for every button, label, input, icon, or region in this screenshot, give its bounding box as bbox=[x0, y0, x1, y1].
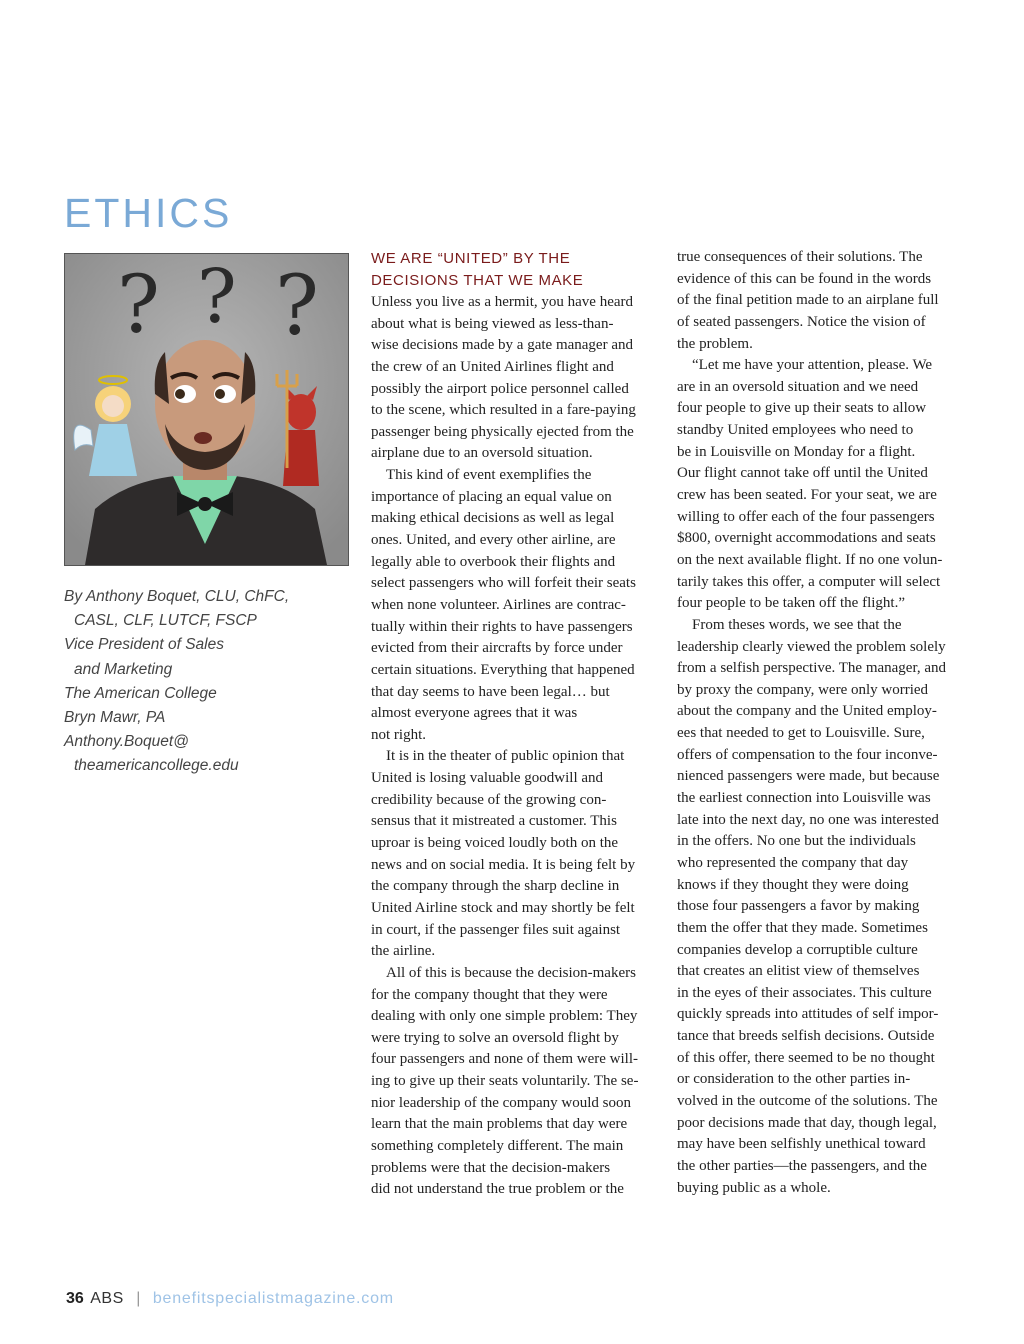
article-headline-line-1: WE ARE “UNITED” BY THE bbox=[371, 250, 571, 267]
article-text-line: to the scene, which resulted in a fare-paying bbox=[371, 402, 636, 419]
article-text-line: four people to give up their seats to allow bbox=[677, 400, 927, 417]
article-text-line: learn that the main problems that day were bbox=[371, 1116, 628, 1133]
author-byline bbox=[64, 585, 354, 779]
article-text-line: not right. bbox=[371, 726, 426, 743]
article-text-line: crew has been seated. For your seat, we are bbox=[677, 487, 937, 504]
article-column-1 bbox=[371, 247, 661, 1201]
article-text-line: or consideration to the other parties in- bbox=[677, 1071, 911, 1088]
question-mark-2: ? bbox=[197, 254, 237, 340]
article-text-line: the earliest connection into Louisville was bbox=[677, 790, 931, 807]
article-text-line: four passengers and none of them were will- bbox=[371, 1051, 638, 1068]
article-text-line: ing to give up their seats voluntarily. The se- bbox=[371, 1073, 639, 1090]
man-head bbox=[155, 340, 255, 468]
article-text-line: of this offer, there seemed to be no thought bbox=[677, 1049, 935, 1066]
article-text-line: the crew of an United Airlines flight and bbox=[371, 358, 614, 375]
article-text-line: about the company and the United employ- bbox=[677, 703, 937, 720]
article-text-line: are in an oversold situation and we need bbox=[677, 378, 919, 395]
article-text-line: companies develop a corruptible culture bbox=[677, 941, 918, 958]
article-text-line: dealing with only one simple problem: They bbox=[371, 1008, 638, 1025]
byline-line: theamericancollege.edu bbox=[74, 757, 239, 775]
article-text-line: from a selfish perspective. The manager, and bbox=[677, 660, 947, 677]
article-text-line: for the company thought that they were bbox=[371, 986, 608, 1003]
article-text-line: possibly the airport police personnel called bbox=[371, 380, 629, 397]
article-text-line: From theses words, we see that the bbox=[692, 616, 902, 633]
byline-line: Vice President of Sales bbox=[64, 636, 224, 654]
article-text-line: Unless you live as a hermit, you have heard bbox=[371, 294, 634, 310]
article-text-line: evicted from their aircrafts by force under bbox=[371, 640, 623, 657]
article-text-line: certain situations. Everything that happened bbox=[371, 661, 635, 678]
article-text-line: problems were that the decision-makers bbox=[371, 1159, 611, 1176]
article-text-line: quickly spreads into attitudes of self impor- bbox=[677, 1006, 939, 1023]
article-text-line: the airline. bbox=[371, 943, 436, 960]
section-title: ETHICS bbox=[64, 190, 233, 236]
article-text-line: did not understand the true problem or the bbox=[371, 1181, 624, 1198]
article-text-line: making ethical decisions as well as legal bbox=[371, 510, 615, 527]
article-text-line: when none volunteer. Airlines are contrac- bbox=[371, 596, 626, 613]
article-text-line: true consequences of their solutions. The bbox=[677, 249, 923, 265]
article-text-line: credibility because of the growing con- bbox=[371, 791, 607, 808]
article-text-line: on the next available flight. If no one volun- bbox=[677, 551, 943, 568]
article-text-line: of seated passengers. Notice the vision of bbox=[677, 313, 926, 330]
article-text-line: All of this is because the decision-makers bbox=[386, 964, 636, 981]
page-footer bbox=[66, 1290, 394, 1308]
article-text-line: may have been selfishly unethical toward bbox=[677, 1136, 926, 1153]
article-text-line: $800, overnight accommodations and seats bbox=[677, 530, 936, 547]
article-text-line: ees that needed to get to Louisville. Sure, bbox=[677, 725, 925, 742]
article-text-line: “Let me have your attention, please. We bbox=[692, 357, 933, 374]
devil-figure bbox=[286, 394, 316, 430]
magazine-name: ABS bbox=[90, 1290, 124, 1307]
article-text-line: the problem. bbox=[677, 335, 753, 352]
article-text-line: United Airline stock and may shortly be felt bbox=[371, 899, 635, 916]
page-number: 36 bbox=[66, 1290, 84, 1307]
question-mark-1: ? bbox=[117, 258, 160, 351]
article-text-line: the other parties—the passengers, and the bbox=[677, 1157, 927, 1174]
byline-line: and Marketing bbox=[74, 660, 173, 678]
article-text-line: by proxy the company, were only worried bbox=[677, 681, 929, 698]
article-text-line: almost everyone agrees that it was bbox=[371, 705, 578, 722]
article-text-line: in court, if the passenger files suit against bbox=[371, 921, 621, 938]
article-text-line: select passengers who will forfeit their seats bbox=[371, 575, 636, 592]
article-text-line: nior leadership of the company would soon bbox=[371, 1094, 631, 1111]
article-text-line: in the offers. No one but the individuals bbox=[677, 833, 916, 850]
article-text-line: were trying to solve an oversold flight by bbox=[371, 1029, 619, 1046]
article-text-line: volved in the outcome of the solutions. The bbox=[677, 1092, 938, 1109]
article-text-line: airplane due to an oversold situation. bbox=[371, 445, 593, 462]
article-text-line: tance that breeds selfish decisions. Outside bbox=[677, 1028, 935, 1045]
article-text-line: the company through the sharp decline in bbox=[371, 878, 620, 895]
article-headline-line-2: DECISIONS THAT WE MAKE bbox=[371, 272, 584, 289]
article-text-line: willing to offer each of the four passengers bbox=[677, 508, 935, 525]
article-column-2 bbox=[677, 247, 967, 1199]
article-text-line: news and on social media. It is being felt by bbox=[371, 856, 636, 873]
byline-line: CASL, CLF, LUTCF, FSCP bbox=[74, 612, 257, 630]
article-text-line: importance of placing an equal value on bbox=[371, 488, 612, 505]
article-text-line: late into the next day, no one was interested bbox=[677, 811, 939, 828]
article-text-line: about what is being viewed as less-than- bbox=[371, 315, 614, 332]
article-text-line: four people to be taken off the flight.” bbox=[677, 595, 905, 612]
article-text-line: of the final petition made to an airplane full bbox=[677, 292, 939, 309]
article-illustration bbox=[64, 253, 349, 566]
article-text-line: wise decisions made by a gate manager and bbox=[371, 337, 633, 354]
article-text-line: in the eyes of their associates. This culture bbox=[677, 984, 932, 1001]
article-text-line: who represented the company that day bbox=[677, 854, 909, 871]
article-text-line: that day seems to have been legal… but bbox=[371, 683, 610, 700]
article-text-line: legally able to overbook their flights and bbox=[371, 553, 616, 570]
article-text-line: Our flight cannot take off until the United bbox=[677, 465, 928, 482]
article-text-line: tarily takes this offer, a computer will select bbox=[677, 573, 941, 590]
article-text-line: United is losing valuable goodwill and bbox=[371, 770, 604, 787]
article-text-line: something completely different. The main bbox=[371, 1137, 624, 1154]
article-text-line: leadership clearly viewed the problem solely bbox=[677, 638, 946, 655]
question-mark-3: ? bbox=[275, 259, 319, 354]
byline-line: By Anthony Boquet, CLU, ChFC, bbox=[64, 588, 290, 605]
article-text-line: nienced passengers were made, but because bbox=[677, 768, 940, 785]
article-text-line: knows if they thought they were doing bbox=[677, 876, 909, 893]
article-text-line: ones. United, and every other airline, are bbox=[371, 532, 616, 549]
article-text-line: This kind of event exemplifies the bbox=[386, 467, 592, 484]
footer-separator: | bbox=[136, 1290, 141, 1307]
magazine-website: benefitspecialistmagazine.com bbox=[152, 1290, 394, 1307]
article-text-line: evidence of this can be found in the words bbox=[677, 270, 932, 287]
byline-line: Anthony.Boquet@ bbox=[64, 733, 189, 751]
illustration-graphic bbox=[65, 254, 348, 565]
byline-line: The American College bbox=[64, 684, 217, 702]
article-text-line: standby United employees who need to bbox=[677, 422, 914, 439]
article-text-line: poor decisions made that day, though legal, bbox=[677, 1114, 937, 1131]
article-text-line: them the offer that they made. Sometimes bbox=[677, 919, 928, 936]
article-text-line: buying public as a whole. bbox=[677, 1179, 831, 1196]
article-text-line: that creates an elitist view of themselves bbox=[677, 963, 920, 980]
article-text-line: uproar is being voiced loudly both on the bbox=[371, 835, 619, 852]
article-text-line: passenger being physically ejected from the bbox=[371, 423, 634, 440]
article-text-line: tually within their rights to have passengers bbox=[371, 618, 633, 635]
byline-line: Bryn Mawr, PA bbox=[64, 709, 166, 727]
article-text-line: those four passengers a favor by making bbox=[677, 898, 920, 915]
article-text-line: offers of compensation to the four inconve- bbox=[677, 746, 938, 763]
article-text-line: be in Louisville on Monday for a flight. bbox=[677, 443, 916, 460]
article-text-line: sensus that it mistreated a customer. This bbox=[371, 813, 617, 830]
article-text-line: It is in the theater of public opinion that bbox=[386, 748, 625, 765]
